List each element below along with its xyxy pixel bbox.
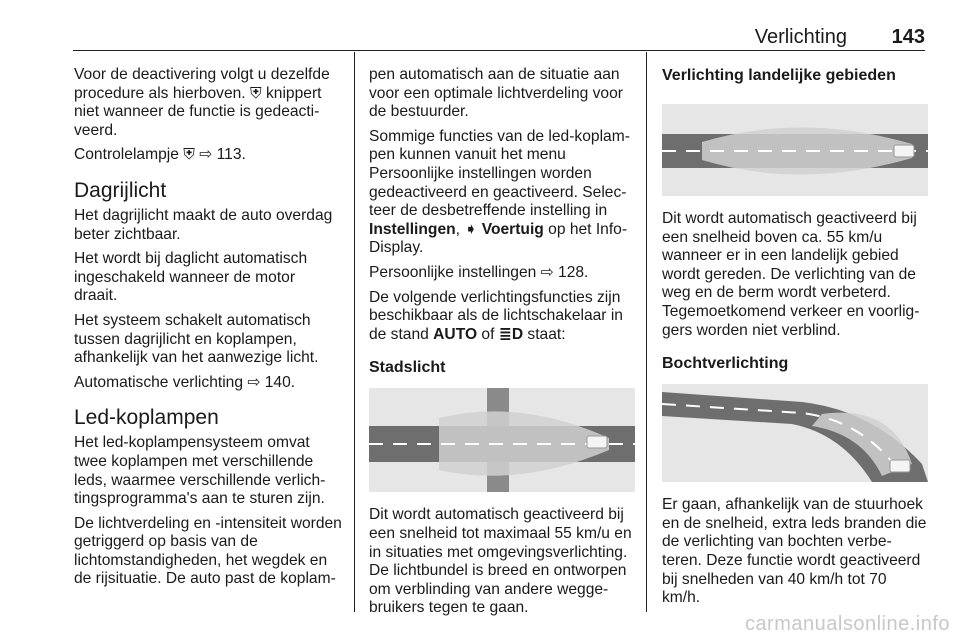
switch-position-low-beam: ≣D (498, 325, 524, 343)
car-icon (587, 436, 607, 448)
car-icon (890, 460, 910, 472)
figure-landelijke-gebieden (662, 104, 928, 196)
watermark: carmanualsonline.info (744, 613, 950, 635)
paragraph: Dit wordt automatisch geactiveerd bij een snelheid boven ca. 55 km/u wanneer er in een landelijk gebied wordt gereden. De verlichting van de weg en de berm wordt verbeterd. Tegemoetkomend verkeer en voorlig-gers worden niet verblind. (662, 210, 920, 339)
paragraph: De lichtverdeling en -intensiteit worden getriggerd op basis van de lichtomstandigheden, het wegdek en de rijsituatie. De auto past de koplam- (74, 514, 342, 588)
text: Sommige functies van de led-koplam-pen kunnen vanuit het menu Persoonlijke instellingen worden gedeactiveerd en geactiveerd. Selec-teer de desbetreffende instelling in (369, 127, 630, 220)
text: staat: (523, 325, 566, 343)
text: op het Info-Display. (369, 220, 628, 257)
paragraph (369, 289, 637, 345)
paragraph: Het led-koplampensysteem omvat twee koplampen met verschillende leds, waarmee verschillende verlich-tingsprogramma's aan te sturen zijn. (74, 434, 326, 508)
menu-label-instellingen: Instellingen (369, 220, 456, 238)
column-divider (354, 52, 355, 612)
heading-dagrijlicht: Dagrijlicht (74, 178, 167, 202)
column-2 (369, 66, 637, 624)
paragraph: Automatische verlichting ⇨ 140. (74, 373, 296, 391)
page-header (73, 22, 925, 51)
paragraph: pen automatisch aan de situatie aan voor een optimale lichtverdeling voor de bestuurder. (369, 66, 623, 121)
heading-landelijk: Verlichting landelijke gebieden (662, 67, 896, 84)
text: , ➧ (455, 220, 482, 238)
paragraph: Het dagrijlicht maakt de auto overdag beter zichtbaar. (74, 206, 333, 243)
text: De volgende verlichtingsfuncties zijn beschikbaar als de lichtschakelaar in de stand (369, 288, 623, 343)
paragraph: Er gaan, afhankelijk van de stuurhoek en de snelheid, extra leds branden die de verlichting van bochten verbe-teren. Deze functie wordt geactiveerd bij snelheden van 40 km/h tot 70 km/h. (662, 496, 927, 607)
page-number: 143 (891, 26, 925, 48)
menu-label-voertuig: Voertuig (481, 220, 544, 238)
switch-position-auto: AUTO (433, 325, 478, 343)
column-divider (646, 52, 647, 612)
paragraph: Dit wordt automatisch geactiveerd bij een snelheid tot maximaal 55 km/u en in situaties met omgevingsverlichting. De lichtbundel is breed en ontworpen om verblinding van andere wegge-bruikers tegen te gaan. (369, 506, 632, 617)
paragraph: Voor de deactivering volgt u dezelfde procedure als hierboven. ⛨ knippert niet wanneer de functie is gedeacti-veerd. (74, 66, 330, 139)
car-icon (894, 145, 914, 157)
figure-bochtverlichting (662, 384, 928, 482)
paragraph: Het systeem schakelt automatisch tussen dagrijlicht en koplampen, afhankelijk van het aanwezige licht. (74, 311, 319, 367)
paragraph: Persoonlijke instellingen ⇨ 128. (369, 263, 589, 281)
text: of (477, 325, 499, 343)
column-3 (662, 66, 928, 614)
paragraph: Het wordt bij daglicht automatisch ingeschakeld wanneer de motor draait. (74, 250, 308, 305)
heading-stadslicht: Stadslicht (369, 359, 446, 377)
paragraph (369, 128, 637, 258)
heading-bochtverlichting: Bochtverlichting (662, 355, 789, 373)
column-1 (74, 66, 342, 595)
heading-led-koplampen: Led-koplampen (74, 406, 219, 430)
figure-stadslicht (369, 388, 635, 492)
section-title: Verlichting (754, 26, 847, 48)
paragraph: Controlelampje ⛨ ⇨ 113. (74, 146, 246, 164)
